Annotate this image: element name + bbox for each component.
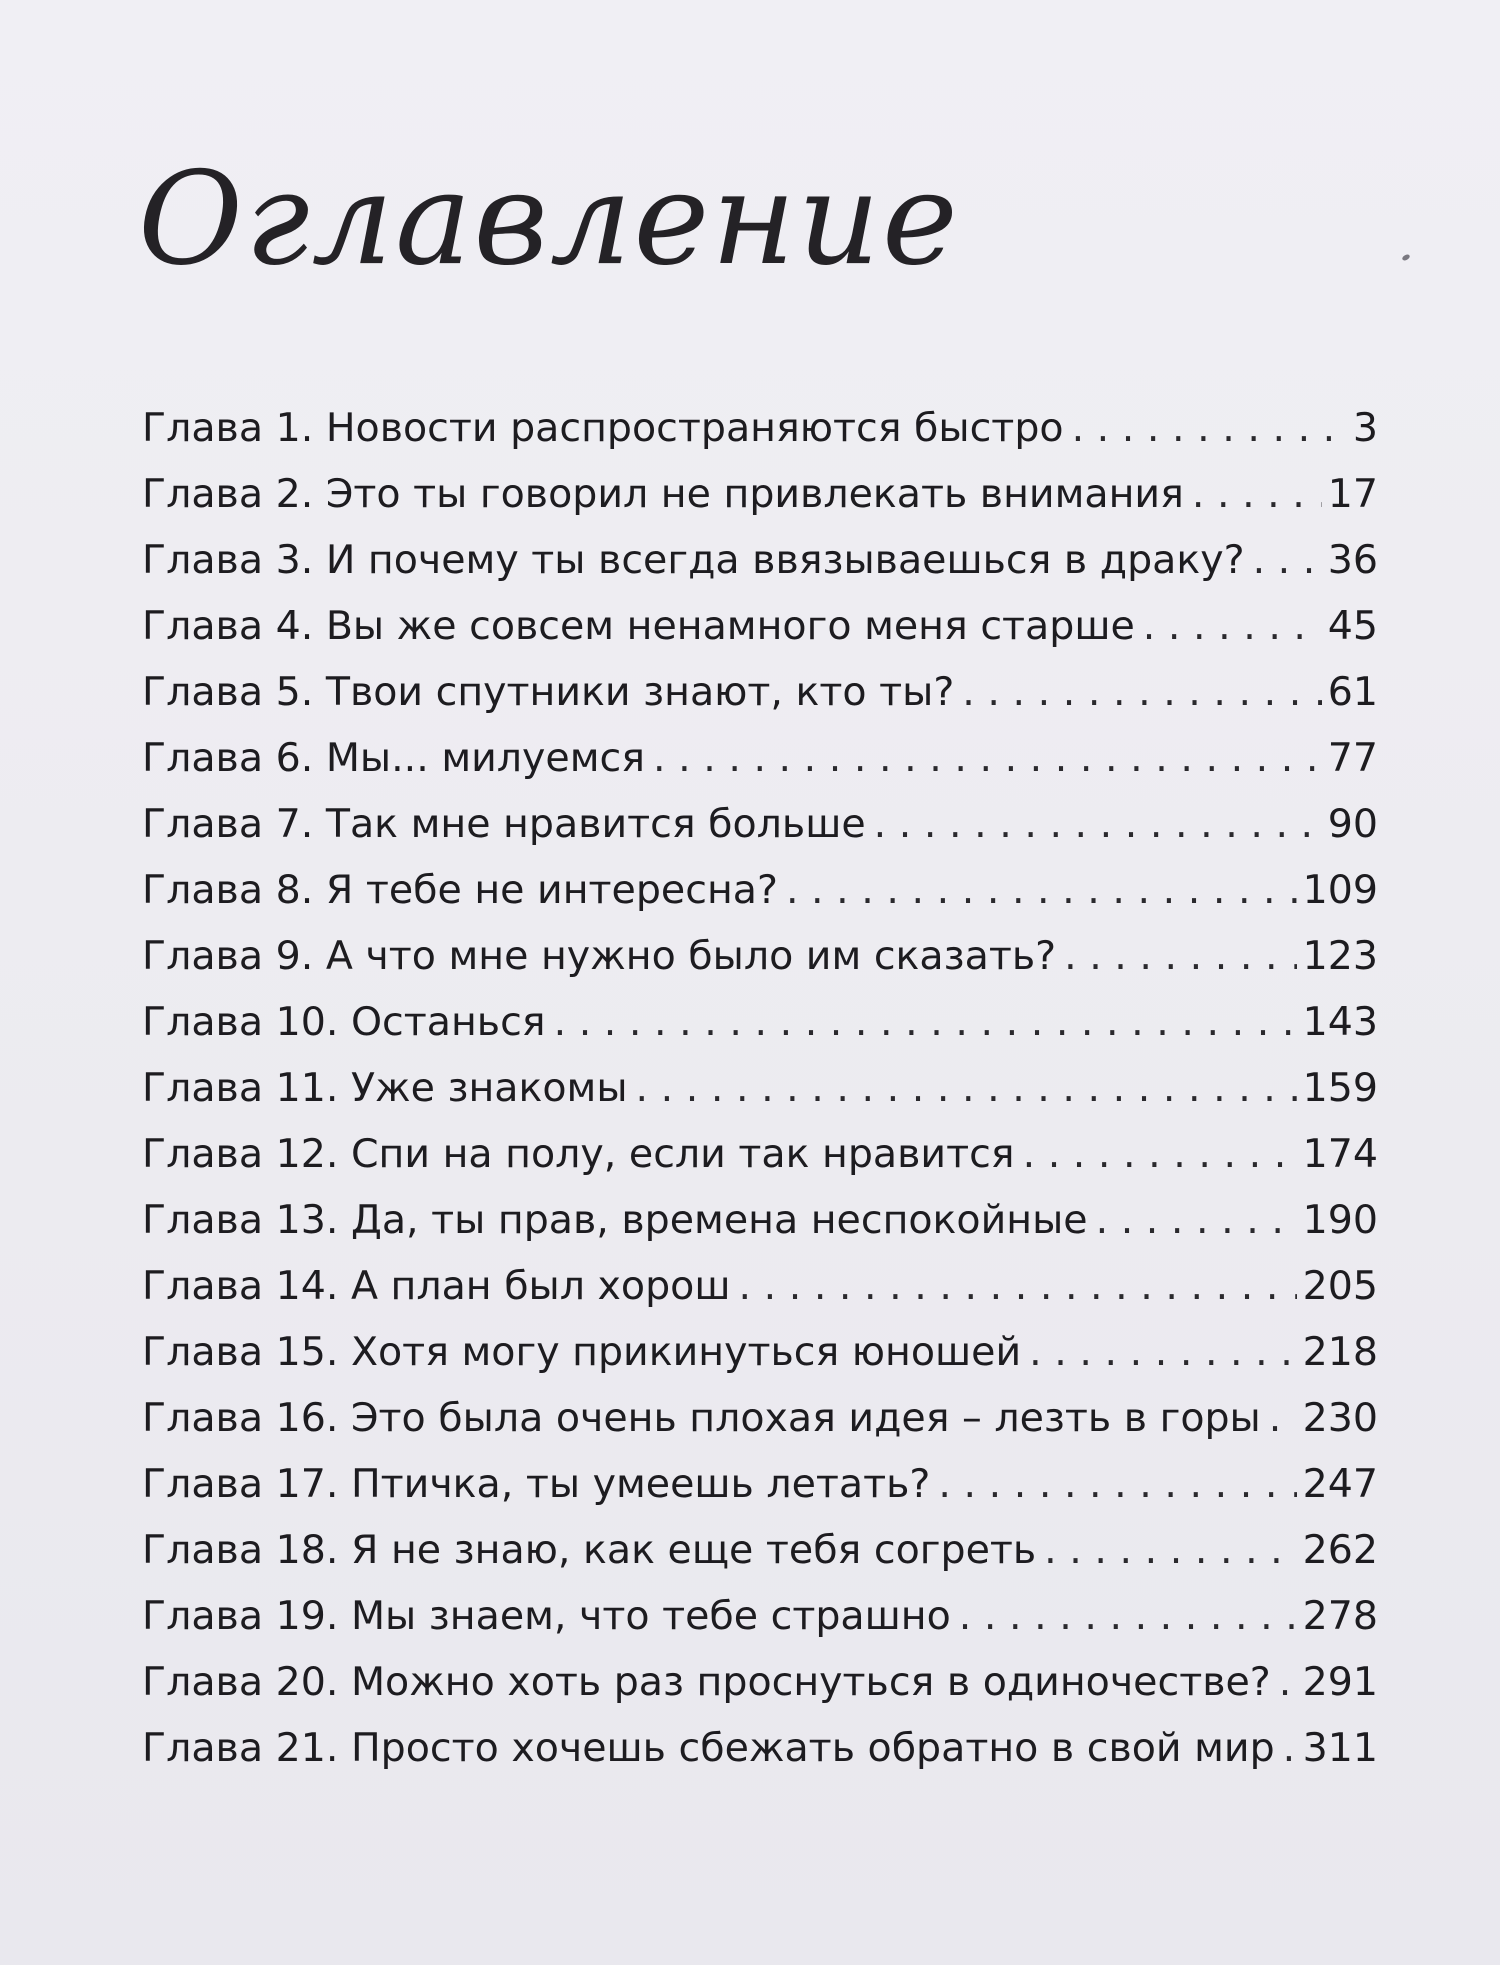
toc-entry xyxy=(142,1593,1378,1659)
toc-entry xyxy=(142,1659,1378,1725)
toc-entry-label: Глава 15. Хотя могу прикинуться юношей xyxy=(142,1329,1022,1375)
toc-entry-page-number: 278 xyxy=(1302,1593,1378,1639)
toc-entry-page-number: 77 xyxy=(1327,735,1378,781)
toc-entry-page-number: 36 xyxy=(1327,537,1378,583)
toc-entry xyxy=(142,999,1378,1065)
toc-entry xyxy=(142,1461,1378,1527)
toc-entry-page-number: 311 xyxy=(1302,1725,1378,1771)
toc-dot-leader xyxy=(738,1263,1296,1309)
toc-dot-leader xyxy=(1029,1329,1296,1375)
toc-entry-page-number: 159 xyxy=(1302,1065,1378,1111)
toc-entry xyxy=(142,1131,1378,1197)
toc-dot-leader xyxy=(636,1065,1297,1111)
toc-entry-label: Глава 17. Птичка, ты умеешь летать? xyxy=(142,1461,931,1507)
toc-entry-label: Глава 6. Мы... милуемся xyxy=(142,735,645,781)
toc-entry-page-number: 17 xyxy=(1327,471,1378,517)
toc-dot-leader xyxy=(1096,1197,1297,1243)
toc-entry-label: Глава 19. Мы знаем, что тебе страшно xyxy=(142,1593,951,1639)
toc-entry-page-number: 218 xyxy=(1302,1329,1378,1375)
toc-dot-leader xyxy=(938,1461,1296,1507)
toc-entry-label: Глава 5. Твои спутники знают, кто ты? xyxy=(142,669,955,715)
toc-entry-label: Глава 4. Вы же совсем ненамного меня старше xyxy=(142,603,1135,649)
toc-entry-label: Глава 11. Уже знакомы xyxy=(142,1065,628,1111)
toc-entry xyxy=(142,801,1378,867)
toc-entry xyxy=(142,1329,1378,1395)
toc-entry-page-number: 205 xyxy=(1302,1263,1378,1309)
toc-dot-leader xyxy=(1269,1395,1297,1441)
toc-entry-page-number: 90 xyxy=(1327,801,1378,847)
toc-dot-leader xyxy=(1044,1527,1296,1573)
toc-entry-label: Глава 7. Так мне нравится больше xyxy=(142,801,866,847)
toc-entry-label: Глава 3. И почему ты всегда ввязываешься в драку? xyxy=(142,537,1245,583)
toc-entry-page-number: 45 xyxy=(1327,603,1378,649)
toc-entry-page-number: 143 xyxy=(1302,999,1378,1045)
toc-entry-label: Глава 12. Спи на полу, если так нравится xyxy=(142,1131,1015,1177)
page-title: Оглавление xyxy=(138,144,960,294)
toc-entry-label: Глава 10. Останься xyxy=(142,999,546,1045)
toc-entry-page-number: 109 xyxy=(1302,867,1378,913)
toc-entry-page-number: 190 xyxy=(1302,1197,1378,1243)
toc-entry xyxy=(142,735,1378,801)
toc-dot-leader xyxy=(653,735,1322,781)
toc-dot-leader xyxy=(1143,603,1322,649)
toc-entry-page-number: 247 xyxy=(1302,1461,1378,1507)
toc-entry-label: Глава 18. Я не знаю, как еще тебя согреть xyxy=(142,1527,1037,1573)
toc-dot-leader xyxy=(962,669,1321,715)
toc-entry-page-number: 262 xyxy=(1302,1527,1378,1573)
toc-entry xyxy=(142,1527,1378,1593)
toc-entry xyxy=(142,1725,1378,1791)
toc-entry-label: Глава 13. Да, ты прав, времена неспокойные xyxy=(142,1197,1088,1243)
toc-entry-page-number: 61 xyxy=(1327,669,1378,715)
toc-dot-leader xyxy=(1192,471,1322,517)
toc-entry-page-number: 3 xyxy=(1352,405,1378,451)
toc-dot-leader xyxy=(874,801,1322,847)
toc-dot-leader xyxy=(1064,933,1297,979)
toc-entry-label: Глава 16. Это была очень плохая идея – лезть в горы xyxy=(142,1395,1261,1441)
toc-entry xyxy=(142,1395,1378,1461)
toc-entry-label: Глава 9. А что мне нужно было им сказать? xyxy=(142,933,1057,979)
toc-entry xyxy=(142,405,1378,471)
toc-entry-page-number: 291 xyxy=(1302,1659,1378,1705)
toc-entry xyxy=(142,867,1378,933)
toc-entry xyxy=(142,933,1378,999)
toc-entry xyxy=(142,1197,1378,1263)
toc-dot-leader xyxy=(1072,405,1347,451)
toc-dot-leader xyxy=(1023,1131,1297,1177)
toc-entry-page-number: 174 xyxy=(1302,1131,1378,1177)
toc-entry xyxy=(142,1263,1378,1329)
toc-entry-label: Глава 20. Можно хоть раз проснуться в одиночестве? xyxy=(142,1659,1271,1705)
toc-entry-label: Глава 21. Просто хочешь сбежать обратно в свой мир xyxy=(142,1725,1275,1771)
toc-dot-leader xyxy=(1279,1659,1297,1705)
toc-entry-label: Глава 1. Новости распространяются быстро xyxy=(142,405,1064,451)
paper-speck xyxy=(1401,253,1410,261)
toc-dot-leader xyxy=(1253,537,1322,583)
toc-dot-leader xyxy=(1283,1725,1297,1771)
toc-entry-label: Глава 14. А план был хорош xyxy=(142,1263,731,1309)
toc-entry xyxy=(142,1065,1378,1131)
toc-dot-leader xyxy=(786,867,1297,913)
toc-entry-label: Глава 8. Я тебе не интересна? xyxy=(142,867,778,913)
toc-entry-page-number: 123 xyxy=(1302,933,1378,979)
toc-dot-leader xyxy=(959,1593,1297,1639)
toc-dot-leader xyxy=(554,999,1297,1045)
table-of-contents xyxy=(142,405,1378,1791)
toc-entry xyxy=(142,669,1378,735)
toc-entry xyxy=(142,471,1378,537)
toc-entry xyxy=(142,603,1378,669)
toc-entry-page-number: 230 xyxy=(1302,1395,1378,1441)
toc-entry xyxy=(142,537,1378,603)
toc-entry-label: Глава 2. Это ты говорил не привлекать внимания xyxy=(142,471,1184,517)
